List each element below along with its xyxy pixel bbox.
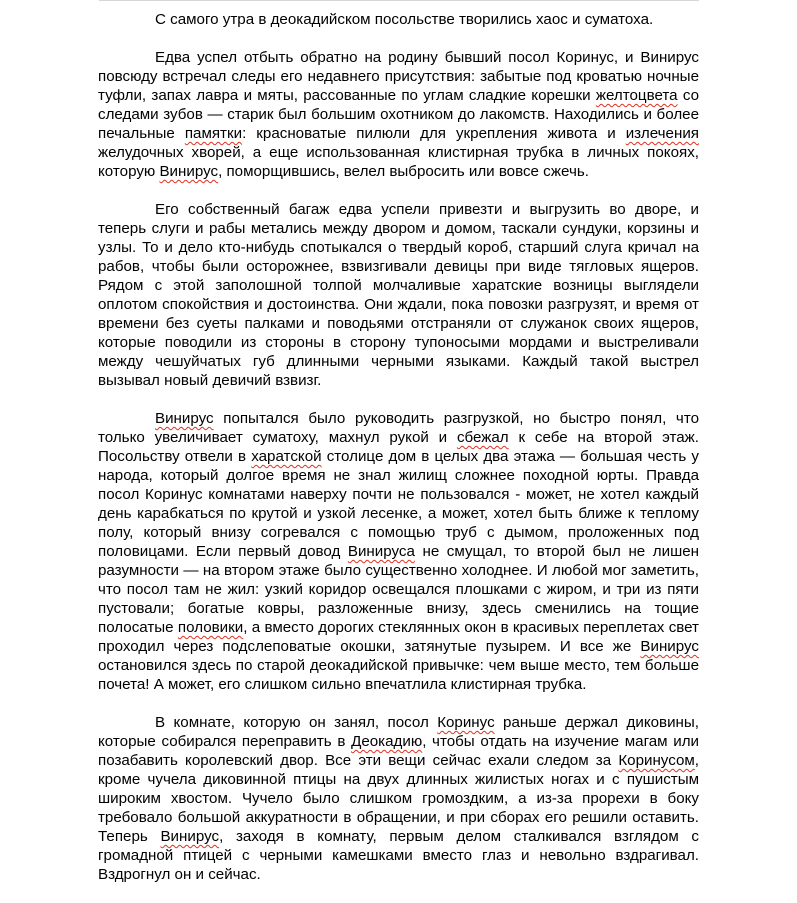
text-run: , а вместо дорогих стеклянных окон в красивых переплетах свет проходил через подслеповатые окошки, затянутые пузырем. И все же — [98, 619, 699, 655]
misspelled-word: Коринус — [437, 714, 495, 731]
misspelled-word: сбежал — [456, 429, 509, 446]
paragraph — [98, 200, 699, 390]
document-page — [98, 10, 699, 903]
text-run: С самого утра в деокадийском посольстве творились хаос и суматоха. — [155, 11, 654, 28]
text-run: , чтобы отдать на изучение магам или позабавить королевский двор. Все эти вещи сейчас ехали следом за — [98, 733, 699, 769]
misspelled-word: харатской — [251, 448, 322, 465]
text-run: : красноватые пилюли для укрепления живота и — [242, 125, 626, 142]
text-run: попытался было руководить разгрузкой, но быстро понял, что только увеличивает суматоху, махнул рукой и — [98, 410, 699, 446]
misspelled-word: Коринусом — [618, 752, 695, 769]
paragraph — [98, 10, 699, 29]
text-run: , заходя в комнату, первым делом сталкивался взглядом с громадной птицей с черными камешками вместо глаз и невольно вздрагивал. Вздрогнул он и сейчас. — [98, 828, 700, 883]
misspelled-word: Винирус — [159, 163, 219, 180]
text-run: В комнате, которую он занял, посол — [155, 714, 438, 731]
page-top-edge — [99, 0, 699, 1]
text-run: , поморщившись, велел выбросить или вовсе сжечь. — [218, 163, 589, 180]
paragraph — [98, 409, 699, 694]
paragraph — [98, 48, 699, 181]
misspelled-word: половики — [177, 619, 244, 636]
misspelled-word: излечения — [625, 125, 699, 142]
misspelled-word: Винируса — [347, 543, 415, 560]
misspelled-word: Винирус — [640, 638, 699, 655]
paragraph — [98, 713, 699, 884]
text-run: со следами зубов — старик был большим охотником до лакомств. Находились и более печальные — [98, 87, 699, 142]
text-run: раньше держал диковины, которые собирался переправить в — [98, 714, 699, 750]
text-run: остановился здесь по старой деокадийской привычке: чем выше место, тем больше почета! А может, его слишком сильно впечатлила клистирная трубка. — [98, 657, 699, 693]
text-run: столице дом в целых два этажа — большая честь у народа, который долгое время не знал жилищ сложнее походной юрты. Правда посол Коринус комнатами наверху почти не пользовался - может, не хотел каждый день карабкаться по крутой и узкой лесенке, а может, хотел быть ближе к теплому полу, который внизу согревался с помощью труб с дымом, проложенных под половицами. Если первый довод — [98, 448, 699, 560]
misspelled-word: Винирус — [160, 828, 220, 845]
text-run: Его собственный багаж едва успели привезти и выгрузить во дворе, и теперь слуги и рабы метались между двором и домом, таскали сундуки, корзины и узлы. То и дело кто-нибудь спотыкался о твердый короб, старший слуга кричал на рабов, чтобы были осторожнее, взвизгивали девицы при виде тягловых ящеров. Рядом с этой заполошной толпой молчаливые харатские возницы выглядели оплотом спокойствия и достоинства. Они ждали, пока повозки разгрузят, и время от времени без суеты палками и поводьями отстраняли от служанок своих ящеров, которые поводили из стороны в сторону тупоносыми мордами и выстреливали между чешуйчатых губ длинными черными языками. Каждый такой выстрел вызывал новый девичий взвизг. — [98, 201, 699, 389]
misspelled-word: желтоцвета — [595, 87, 678, 104]
misspelled-word: Деокадию — [351, 733, 423, 750]
text-run: к себе на второй этаж. Посольству отвели в — [98, 429, 699, 465]
text-run: Едва успел отбыть обратно на родину бывший посол Коринус, и Винирус повсюду встречал следы его недавнего присутствия: забытые под кроватью ночные туфли, запах лавра и мяты, рассованные по углам сладкие корешки — [98, 49, 699, 104]
misspelled-word: Винирус — [155, 410, 214, 427]
text-run: не смущал, то второй был не лишен разумности — на втором этаже было существенно холоднее. И любой мог заметить, что посол там не жил: узкий коридор освещался плошками с жиром, и три из пяти пустовали; богатые ковры, разложенные внизу, здесь сменились на тощие полосатые — [98, 543, 699, 636]
misspelled-word: памятки — [184, 125, 243, 142]
text-run: желудочных хворей, а еще использованная клистирная трубка в личных покоях, которую — [98, 144, 699, 180]
text-run: , кроме чучела диковинной птицы на двух длинных жилистых ногах и с пушистым широким хвостом. Чучело было слишком громоздким, а из-за прорехи в боку требовало большой аккуратности в обращении, и при сборах его решили оставить. Теперь — [98, 752, 699, 845]
